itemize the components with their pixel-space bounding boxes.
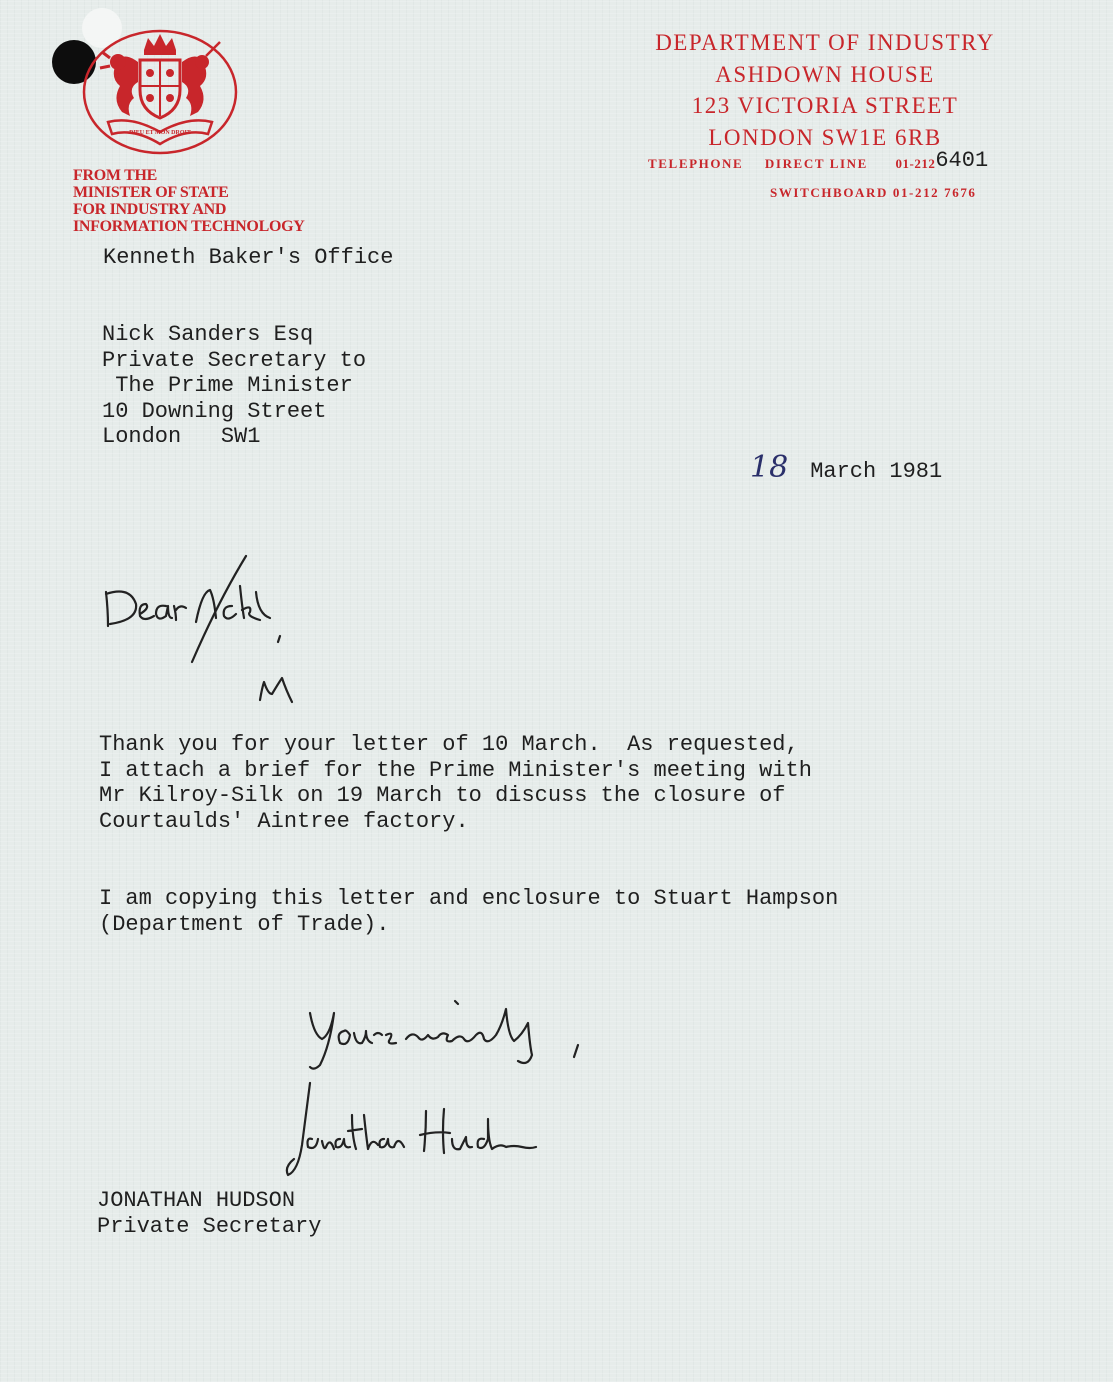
- recipient-line-1: Nick Sanders Esq: [102, 322, 314, 347]
- body-line: (Department of Trade).: [99, 911, 390, 937]
- body-line: I am copying this letter and enclosure to Stuart Hampson: [99, 886, 839, 911]
- recipient-line-5: London SW1: [102, 424, 261, 449]
- royal-crest-seal: [82, 28, 242, 158]
- recipient-address: [102, 322, 366, 450]
- signatory-block: [97, 1188, 321, 1239]
- street-address: 123 VICTORIA STREET: [691, 93, 959, 118]
- date-month-year: March 1981: [810, 459, 943, 484]
- letter-date: [750, 450, 942, 485]
- body-line: Courtaulds' Aintree factory.: [99, 808, 469, 834]
- building-name: ASHDOWN HOUSE: [715, 61, 935, 87]
- direct-line-prefix: 01-212: [895, 156, 936, 171]
- from-line-3: FOR INDUSTRY AND: [73, 201, 227, 218]
- from-line-4: INFORMATION TECHNOLOGY: [73, 218, 305, 235]
- signature-handwritten: [280, 1075, 550, 1180]
- body-paragraph-1: [99, 732, 812, 834]
- telephone-label: TELEPHONE: [648, 156, 744, 171]
- body-paragraph-2: [99, 886, 838, 937]
- department-name: DEPARTMENT OF INDUSTRY: [655, 30, 995, 55]
- switchboard-line: SWITCHBOARD 01-212 7676: [770, 185, 977, 200]
- city-postcode: LONDON SW1E 6RB: [708, 124, 942, 150]
- from-line-2: MINISTER OF STATE: [73, 184, 229, 201]
- body-line: Mr Kilroy-Silk on 19 March to discuss the closure of: [99, 783, 786, 808]
- office-line: Kenneth Baker's Office: [103, 245, 394, 270]
- salutation-handwritten: [100, 552, 300, 667]
- body-line: Thank you for your letter of 10 March. As requested,: [99, 732, 799, 757]
- department-address: [600, 27, 1050, 153]
- date-day-handwritten: 18: [750, 450, 789, 485]
- recipient-line-4: 10 Downing Street: [102, 398, 327, 424]
- direct-line-extension: 6401: [935, 148, 989, 173]
- recipient-line-2: Private Secretary to: [102, 347, 367, 373]
- closing-handwritten: [300, 995, 600, 1075]
- from-line-1: FROM THE: [73, 167, 157, 184]
- signatory-title: Private Secretary: [97, 1213, 322, 1239]
- initial-handwritten: [256, 672, 306, 708]
- body-line: I attach a brief for the Prime Minister's meeting with: [99, 757, 812, 783]
- from-minister-block: [73, 167, 305, 235]
- direct-line-label: DIRECT LINE: [764, 156, 868, 171]
- recipient-line-3: The Prime Minister: [102, 373, 353, 398]
- crest-motto-text: DIEU ET MON DROIT: [129, 130, 191, 136]
- telephone-line: [648, 150, 988, 175]
- signatory-name: JONATHAN HUDSON: [97, 1188, 296, 1213]
